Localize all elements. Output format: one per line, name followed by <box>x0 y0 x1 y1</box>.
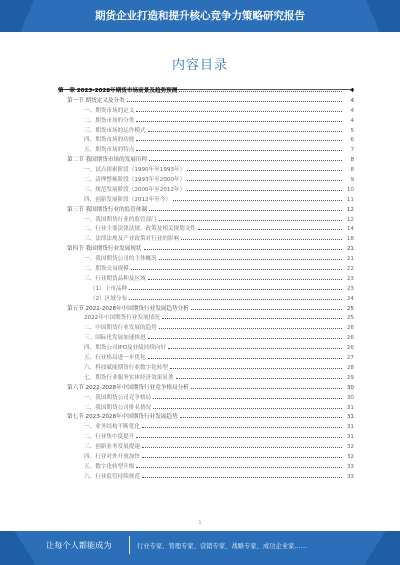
toc-entry-page: 26 <box>346 345 354 352</box>
toc-leader-dots <box>173 195 342 201</box>
toc-leader-dots <box>198 224 342 230</box>
toc-entry-label: 五、期货市场的特点 <box>84 147 135 154</box>
toc-entry-label: 三、创新业务发展提速 <box>84 444 140 451</box>
toc-entry-page: 33 <box>346 473 354 480</box>
toc-entry-page: 5 <box>350 127 354 134</box>
toc-entry[interactable] <box>58 86 354 96</box>
toc-entry-label: 二、期货市场的分类 <box>84 117 135 124</box>
toc-entry-page: 8 <box>350 157 354 164</box>
toc-entry[interactable] <box>58 403 354 413</box>
toc-leader-dots <box>136 116 342 122</box>
toc-entry[interactable] <box>58 363 354 373</box>
toc-entry-page: 11 <box>346 196 354 203</box>
toc-entry-page: 30 <box>346 384 354 391</box>
toc-entry-label: 第六节 2022-2028年中国期货行业竞争格局分析 <box>67 384 189 391</box>
toc-entry-label: 第一节 期货定义及分类 <box>67 97 125 104</box>
toc-entry-page: 32 <box>346 444 354 451</box>
toc-leader-dots <box>187 165 342 171</box>
toc-entry[interactable] <box>58 393 354 403</box>
toc-entry-label: 二、行业集中度提升 <box>84 434 135 441</box>
toc-entry-page: 32 <box>346 453 354 460</box>
toc-entry-page: 25 <box>346 305 354 312</box>
toc-leader-dots <box>149 205 342 211</box>
toc-entry[interactable] <box>58 422 354 432</box>
toc-entry-label: 六、行业监管持续规范 <box>84 473 140 480</box>
toc-leader-dots <box>129 284 342 290</box>
toc-entry-label: 四、行业对外开放加快 <box>84 453 140 460</box>
toc-entry[interactable] <box>58 96 354 106</box>
toc-entry[interactable] <box>58 313 354 323</box>
toc-entry[interactable] <box>58 135 354 145</box>
toc-entry-page: 12 <box>346 216 354 223</box>
toc-leader-dots <box>191 304 342 310</box>
toc-entry[interactable] <box>58 145 354 155</box>
toc-entry[interactable] <box>58 254 354 264</box>
toc-entry-label: 第一章 2023-2028年期货市场前景及趋势预测 <box>58 88 178 94</box>
toc-entry-page: 31 <box>346 434 354 441</box>
footer-corner-left <box>0 531 36 565</box>
toc-entry-label: 二、中国期货行业发展的趋势 <box>84 325 157 332</box>
toc-leader-dots <box>131 264 342 270</box>
toc-entry-label: 六、科技赋能期货行业数字化转型 <box>84 364 168 371</box>
toc-entry[interactable] <box>58 185 354 195</box>
toc-entry-page: 18 <box>346 236 354 243</box>
toc-entry-page: 9 <box>350 177 354 184</box>
toc-leader-dots <box>142 472 342 478</box>
toc-entry[interactable] <box>58 175 354 185</box>
toc-entry[interactable] <box>58 284 354 294</box>
toc-leader-dots <box>180 412 342 418</box>
toc-entry-label: 一、我国期货行业的监管部门 <box>84 216 157 223</box>
toc-leader-dots <box>144 244 343 250</box>
page-number: 1 <box>198 520 202 526</box>
toc-entry[interactable] <box>58 343 354 353</box>
toc-entry-page: 4 <box>350 88 354 94</box>
toc-leader-dots <box>136 135 342 141</box>
toc-entry-page: 27 <box>346 355 354 362</box>
toc-leader-dots <box>142 442 342 448</box>
toc-entry-label: 三、法律法规及产业政策对行业的影响 <box>84 236 180 243</box>
toc-entry-label: 一、期货市场的定义 <box>84 107 135 114</box>
toc-entry[interactable] <box>58 106 354 116</box>
toc-entry-label: 一、我国期货公司的主体概况 <box>84 256 157 263</box>
toc-entry[interactable] <box>58 462 354 472</box>
toc-entry-label: 第二节 我国期货市场的发展历程 <box>67 157 148 164</box>
toc-entry-page: 4 <box>350 117 354 124</box>
toc-entry[interactable] <box>58 353 354 363</box>
toc-leader-dots <box>149 155 342 161</box>
toc-entry-page: 4 <box>350 97 354 104</box>
toc-entry[interactable] <box>58 165 354 175</box>
toc-entry-page: 10 <box>346 186 354 193</box>
toc-entry[interactable] <box>58 432 354 442</box>
toc-entry-page: 24 <box>346 295 354 302</box>
toc-entry-page: 23 <box>346 285 354 292</box>
toc-leader-dots <box>159 254 342 260</box>
toc-entry-label: 三、规范发展阶段（2000年至2012年） <box>84 186 186 193</box>
toc-entry-page: 31 <box>346 404 354 411</box>
toc-entry-page: 26 <box>346 335 354 342</box>
toc-entry-page: 22 <box>346 266 354 273</box>
toc-entry-label: （2）区域分布 <box>90 295 128 302</box>
toc-entry[interactable] <box>58 323 354 333</box>
toc-heading: 内容目录 <box>171 58 228 73</box>
toc-entry-label: 一、试点探索阶段（1990年至1993年） <box>84 167 186 174</box>
toc-leader-dots <box>153 403 342 409</box>
toc-entry[interactable] <box>58 244 354 254</box>
toc-entry-label: 四、期货市场的功能 <box>84 137 135 144</box>
toc-leader-dots <box>148 333 342 339</box>
toc-entry-label: 三、国际化发展加速推进 <box>84 335 146 342</box>
toc-entry[interactable] <box>58 294 354 304</box>
toc-leader-dots <box>159 323 342 329</box>
toc-entry[interactable] <box>58 215 354 225</box>
footer-corner-right <box>364 531 400 565</box>
toc-leader-dots <box>129 294 342 300</box>
toc-entry[interactable] <box>58 195 354 205</box>
toc-entry-label: 四、期货公司IPO及业绩持续向好 <box>84 345 167 352</box>
toc-entry-label: 七、期货行业服务实体经济效果显著 <box>84 374 174 381</box>
toc-entry[interactable] <box>58 472 354 482</box>
toc-entry[interactable] <box>58 264 354 274</box>
toc-leader-dots <box>187 185 342 191</box>
toc-entry-page: 8 <box>350 167 354 174</box>
toc-leader-dots <box>142 452 342 458</box>
toc-leader-dots <box>136 145 342 151</box>
toc-entry-label: 二、期货交易规模 <box>84 266 129 273</box>
toc-entry-label: 三、期货市场的运作模式 <box>84 127 146 134</box>
toc-entry-label: 一、我国期货公司竞争格局 <box>84 394 152 401</box>
toc-entry-label: 2022年中国期货行业发展情况 <box>84 315 160 322</box>
toc-entry-page: 12 <box>346 206 354 213</box>
toc-entry[interactable] <box>58 205 354 215</box>
toc-entry[interactable] <box>58 442 354 452</box>
toc-leader-dots <box>127 96 342 102</box>
toc-entry-page: 31 <box>346 414 354 421</box>
toc-leader-dots <box>136 462 342 468</box>
toc-leader-dots <box>136 106 342 112</box>
toc-entry-page: 7 <box>350 147 354 154</box>
toc-entry[interactable] <box>58 224 354 234</box>
toc-entry-page: 26 <box>346 325 354 332</box>
toc-entry[interactable] <box>58 373 354 383</box>
toc-entry-label: 第五节 2022-2028年中国期货行业发展趋势分析 <box>67 305 189 312</box>
toc-entry-page: 33 <box>346 463 354 470</box>
toc-entry[interactable] <box>58 333 354 343</box>
toc-leader-dots <box>148 126 342 132</box>
toc-leader-dots <box>153 393 342 399</box>
toc-entry[interactable] <box>58 383 354 393</box>
toc-leader-dots <box>170 363 342 369</box>
toc-entry-page: 14 <box>346 226 354 233</box>
toc-entry[interactable] <box>58 116 354 126</box>
toc-leader-dots <box>191 383 342 389</box>
toc-entry-label: 第四节 我国期货行业发展现状 <box>67 246 142 253</box>
footer-slogan-main: 让每个人都能成为 <box>46 540 112 550</box>
toc-entry-label: 一、业务结构不断优化 <box>84 424 140 431</box>
toc-entry-label: 五、数字化转型升级 <box>84 463 135 470</box>
toc-entry-label: 第七节 2023-2028年中国期货行业发展趋势 <box>67 414 178 421</box>
toc-entry[interactable] <box>58 126 354 136</box>
toc-leader-dots <box>176 373 342 379</box>
footer-separator <box>129 536 130 554</box>
table-of-contents <box>58 86 354 482</box>
toc-entry-label: 二、行业主要法律法规、政策及相关规划文件 <box>84 226 196 233</box>
toc-leader-dots <box>159 215 342 221</box>
footer-slogan-sub: 行业专家、管理专家、营销专家、战略专家、成功企业家…… <box>137 543 308 550</box>
toc-entry-page: 21 <box>346 256 354 263</box>
toc-entry-page: 30 <box>346 394 354 401</box>
toc-entry-page: 25 <box>346 315 354 322</box>
toc-entry-label: 五、行业格局进一步优化 <box>84 355 146 362</box>
toc-leader-dots <box>148 353 342 359</box>
toc-entry[interactable] <box>58 155 354 165</box>
toc-entry-label: 三、行业期货品种及区域 <box>84 275 146 282</box>
toc-entry[interactable] <box>58 274 354 284</box>
toc-entry[interactable] <box>58 412 354 422</box>
toc-entry-label: 四、创新发展阶段（2012年至今） <box>84 196 171 203</box>
toc-leader-dots <box>168 343 342 349</box>
toc-entry-label: 第三节 我国期货行业的监管体制 <box>67 206 148 213</box>
toc-entry-page: 29 <box>346 374 354 381</box>
toc-entry-page: 28 <box>346 364 354 371</box>
toc-leader-dots <box>142 422 342 428</box>
toc-entry[interactable] <box>58 452 354 462</box>
toc-entry[interactable] <box>58 304 354 314</box>
toc-leader-dots <box>162 313 342 319</box>
toc-leader-dots <box>136 432 342 438</box>
toc-entry-page: 21 <box>346 246 354 253</box>
toc-entry-label: 二、清理整顿阶段（1993年至2000年） <box>84 177 186 184</box>
toc-entry-page: 6 <box>350 137 354 144</box>
toc-entry-label: （1）上市品种 <box>90 285 128 292</box>
toc-leader-dots <box>179 86 342 92</box>
report-title: 期货企业打造和提升核心竞争力策略研究报告 <box>95 10 305 22</box>
toc-entry-page: 31 <box>346 424 354 431</box>
toc-entry[interactable] <box>58 234 354 244</box>
toc-leader-dots <box>181 234 342 240</box>
toc-leader-dots <box>148 274 342 280</box>
toc-leader-dots <box>187 175 342 181</box>
toc-entry-label: 二、我国期货公司排名情况 <box>84 404 152 411</box>
toc-entry-page: 23 <box>346 275 354 282</box>
toc-entry-page: 4 <box>350 107 354 114</box>
